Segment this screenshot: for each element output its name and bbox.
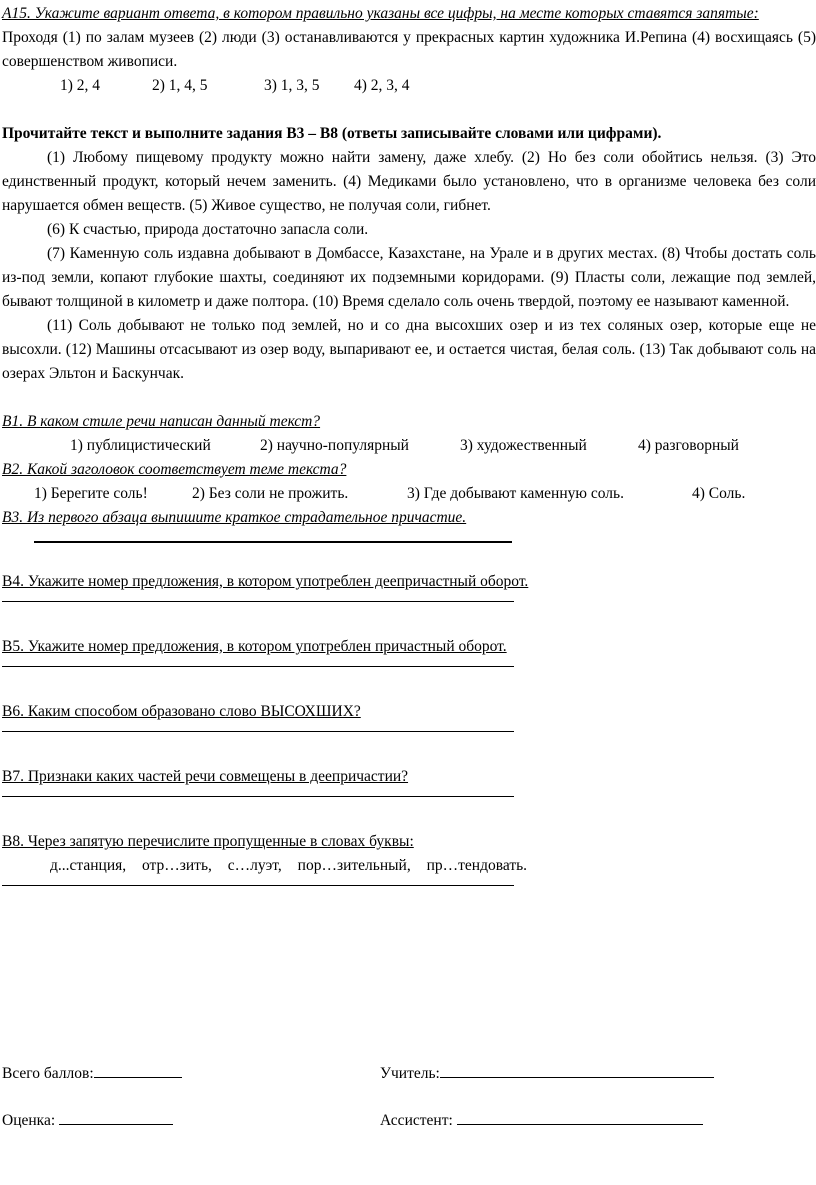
b1-option-2: 2) научно-популярный [260,437,409,454]
footer-row-2 [2,1109,782,1133]
b8-word-3: с…луэт, [227,857,282,874]
a15-question: А15. Укажите вариант ответа, в котором правильно указаны все цифры, на месте которых ставятся запятые: [2,5,759,22]
total-score-label: Всего баллов: [2,1065,94,1082]
b5-question: В5. Укажите номер предложения, в котором употреблен причастный оборот. [2,638,507,655]
b1-question: В1. В каком стиле речи написан данный текст? [2,413,321,430]
a15-sentence: Проходя (1) по залам музеев (2) люди (3) останавливаются у прекрасных картин художника И.Репина (4) восхищаясь (5) совершенством живописи. [2,29,816,70]
text-paragraph-3: (7) Каменную соль издавна добывают в Домбассе, Казахстане, на Урале и в других местах. (8) Чтобы достать соль из-под земли, копают глубокие шахты, соединяют их подземными коридорами. (9) Пласты соли, лежащие под землей, бывают толщиной в километр и даже полтора. (10) Время сделало соль очень твердой, поэтому ее называют каменной. [2,245,816,310]
a15-options [60,74,816,98]
b2-options [34,482,816,506]
b8-words [50,854,816,878]
b8-word-4: пор…зительный, [297,857,411,874]
b3-question: В3. Из первого абзаца выпишите краткое страдательное причастие. [2,509,467,526]
assistant-blank[interactable] [457,1109,703,1125]
teacher-label: Учитель: [380,1065,440,1082]
b6-question: В6. Каким способом образовано слово ВЫСОХШИХ? [2,703,361,720]
teacher-blank[interactable] [440,1062,714,1078]
b8-answer-line[interactable] [2,885,514,886]
b8-word-2: отр…зить, [142,857,212,874]
b2-option-2: 2) Без соли не прожить. [192,485,349,502]
b8-question: В8. Через запятую перечислите пропущенные в словах буквы: [2,833,414,850]
assistant-label: Ассистент: [380,1112,453,1129]
a15-option-3: 3) 1, 3, 5 [264,77,320,94]
a15-option-2: 2) 1, 4, 5 [152,77,208,94]
a15-option-4: 4) 2, 3, 4 [354,77,410,94]
b8-word-5: пр…тендовать. [426,857,528,874]
instructions-heading: Прочитайте текст и выполните задания В3 – В8 (ответы записывайте словами или цифрами). [2,125,662,142]
grade-label: Оценка: [2,1112,56,1129]
text-paragraph-1: (1) Любому пищевому продукту можно найти замену, даже хлебу. (2) Но без соли обойтись нельзя. (3) Это единственный продукт, который нечем заменить. (4) Медиками было установлено, что в организме человека без соли нарушается обмен веществ. (5) Живое существо, не получая соли, гибнет. [2,149,816,214]
b2-question: В2. Какой заголовок соответствует теме текста? [2,461,347,478]
b8-word-1: д...станция, [50,857,127,874]
footer-row-1 [2,1062,782,1086]
b2-option-3: 3) Где добывают каменную соль. [407,485,624,502]
grade-blank[interactable] [59,1109,173,1125]
b1-option-3: 3) художественный [460,437,587,454]
text-paragraph-4: (11) Соль добывают не только под землей, но и со дна высохших озер и из тех соляных озер, которые еще не высохли. (12) Машины отсасывают из озер воду, выпаривают ее, и остается чистая, белая соль. (13) Так добывают соль на озерах Эльтон и Баскунчак. [2,317,816,382]
text-paragraph-2: (6) К счастью, природа достаточно запасла соли. [47,221,369,238]
b2-option-4: 4) Соль. [692,485,746,502]
b4-question: В4. Укажите номер предложения, в котором употреблен деепричастный оборот. [2,573,529,590]
total-score-blank[interactable] [94,1062,182,1078]
b1-option-1: 1) публицистический [70,437,211,454]
b1-option-4: 4) разговорный [638,437,739,454]
b1-options [70,434,816,458]
b7-question: В7. Признаки каких частей речи совмещены в деепричастии? [2,768,409,785]
b2-option-1: 1) Берегите соль! [34,485,148,502]
a15-option-1: 1) 2, 4 [60,77,101,94]
